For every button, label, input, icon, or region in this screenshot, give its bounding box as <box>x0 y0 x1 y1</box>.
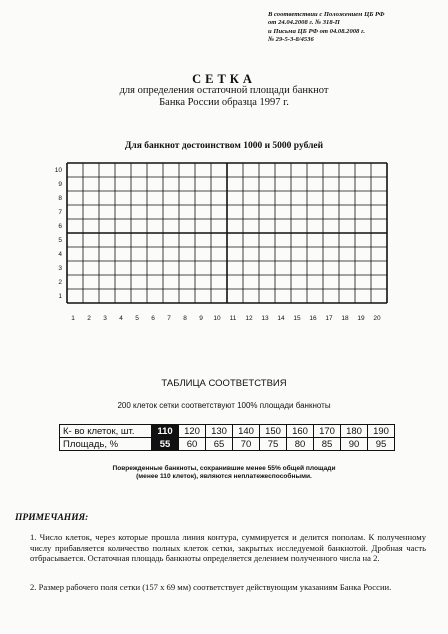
area-value: 55 <box>152 438 179 451</box>
page-subtitle-line-1: для определения остаточной площади банкнот <box>119 85 329 96</box>
page-title: СЕТКА <box>192 72 256 86</box>
x-tick-label: 2 <box>87 315 91 322</box>
row-label-area: Площадь, % <box>60 438 152 451</box>
area-value: 60 <box>179 438 206 451</box>
y-tick-label: 10 <box>54 167 62 174</box>
table-title: ТАБЛИЦА СООТВЕТСТВИЯ <box>161 378 287 389</box>
x-tick-label: 8 <box>183 315 187 322</box>
x-tick-label: 4 <box>119 315 123 322</box>
page-subtitle-line-2: Банка России образца 1997 г. <box>159 97 289 108</box>
x-tick-label: 13 <box>261 315 269 322</box>
x-tick-label: 7 <box>167 315 171 322</box>
remark-paragraph-2: 2. Размер рабочего поля сетки (157 х 69 мм) соответствует действующим указаниям Банка России. <box>30 582 392 592</box>
y-tick-label: 3 <box>58 265 62 272</box>
cells-value: 160 <box>287 425 314 438</box>
cells-value: 180 <box>341 425 368 438</box>
area-value: 80 <box>287 438 314 451</box>
x-tick-label: 20 <box>373 315 381 322</box>
reference-line-2: от 24.04.2008 г. № 318-П <box>268 19 340 27</box>
x-tick-label: 11 <box>229 315 237 322</box>
cells-value: 170 <box>314 425 341 438</box>
row-label-cells: К- во клеток, шт. <box>60 425 152 438</box>
table-row-cells <box>60 425 395 438</box>
area-value: 95 <box>368 438 395 451</box>
area-value: 75 <box>260 438 287 451</box>
x-tick-label: 6 <box>151 315 155 322</box>
notice-line-2: (менее 110 клеток), являются неплатежеспособными. <box>136 473 312 480</box>
x-tick-label: 16 <box>309 315 317 322</box>
notice-line-1: Поврежденные банкноты, сохранившие менее 55% общей площади <box>112 465 336 472</box>
y-tick-label: 9 <box>58 181 62 188</box>
cells-value: 140 <box>233 425 260 438</box>
table-row-area <box>60 438 395 451</box>
y-tick-label: 1 <box>58 293 62 300</box>
cells-value: 130 <box>206 425 233 438</box>
cells-value: 120 <box>179 425 206 438</box>
x-tick-label: 19 <box>357 315 365 322</box>
x-tick-label: 18 <box>341 315 349 322</box>
y-tick-label: 5 <box>58 237 62 244</box>
x-tick-label: 15 <box>293 315 301 322</box>
x-tick-label: 5 <box>135 315 139 322</box>
cells-value: 190 <box>368 425 395 438</box>
area-value: 85 <box>314 438 341 451</box>
y-tick-label: 8 <box>58 195 62 202</box>
correspondence-table <box>59 424 395 451</box>
x-tick-label: 12 <box>245 315 253 322</box>
area-value: 90 <box>341 438 368 451</box>
area-value: 70 <box>233 438 260 451</box>
remarks-title: ПРИМЕЧАНИЯ: <box>15 513 89 523</box>
y-tick-label: 6 <box>58 223 62 230</box>
y-tick-label: 4 <box>58 251 62 258</box>
grid-title: Для банкнот достоинством 1000 и 5000 рублей <box>124 141 324 151</box>
y-tick-label: 2 <box>58 279 62 286</box>
reference-line-3: и Письма ЦБ РФ от 04.08.2008 г. <box>268 27 365 35</box>
x-tick-label: 1 <box>71 315 75 322</box>
area-value: 65 <box>206 438 233 451</box>
y-tick-label: 7 <box>58 209 62 216</box>
x-tick-label: 3 <box>103 315 107 322</box>
reference-line-4: № 29-5-3-8/4536 <box>268 36 314 44</box>
x-tick-label: 14 <box>277 315 285 322</box>
cells-value: 110 <box>152 425 179 438</box>
x-tick-label: 10 <box>213 315 221 322</box>
remark-paragraph-1: 1. Число клеток, через которые прошла линия контура, суммируется и делится пополам. К полученному числу прибавляется количество полных клеток сетки, закрытых исследуемой банкнотой. Дробная часть отбрасывается. Остаточная площадь банкноты определяется делением полученного числа на 2. <box>30 532 426 563</box>
x-tick-label: 9 <box>199 315 203 322</box>
cells-value: 150 <box>260 425 287 438</box>
table-subtitle: 200 клеток сетки соответствуют 100% площади банкноты <box>117 401 331 410</box>
x-tick-label: 17 <box>325 315 333 322</box>
reference-line-1: В соответствии с Положением ЦБ РФ <box>268 11 385 18</box>
